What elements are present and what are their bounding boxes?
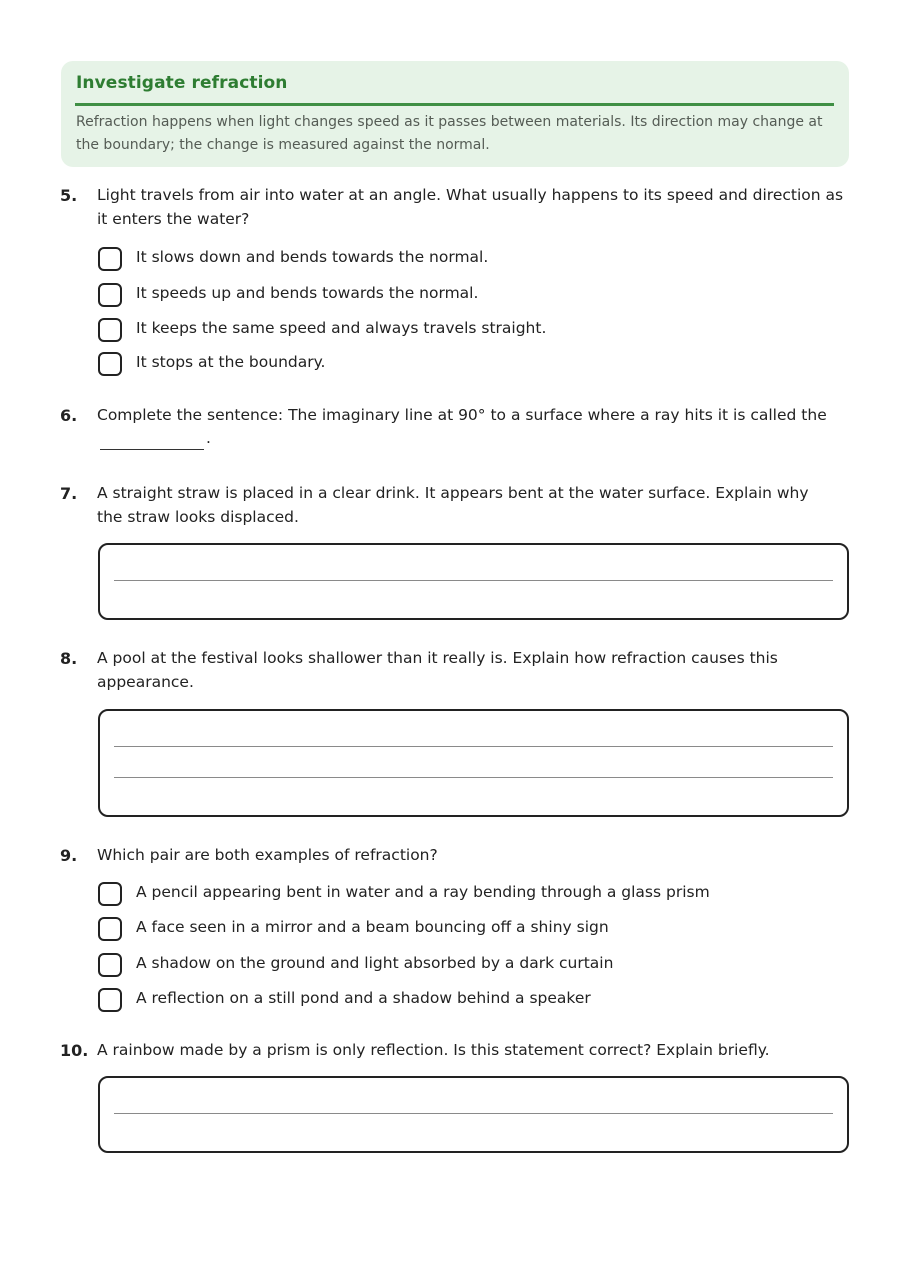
option-item[interactable] [98, 283, 798, 311]
option-item[interactable] [98, 352, 798, 380]
question-number: 6. [60, 406, 78, 425]
question-text: Complete the sentence: The imaginary line at 90° to a surface where a ray hits it is called the [97, 406, 827, 424]
answer-line [114, 1113, 833, 1114]
checkbox[interactable] [98, 247, 122, 271]
option-item[interactable] [98, 882, 798, 910]
info-box [61, 61, 849, 167]
question-number: 5. [60, 186, 78, 205]
info-divider [75, 103, 834, 106]
checkbox[interactable] [98, 318, 122, 342]
option-item[interactable] [98, 247, 798, 275]
option-label: It slows down and bends towards the normal. [136, 248, 489, 266]
option-item[interactable] [98, 953, 798, 981]
checkbox[interactable] [98, 917, 122, 941]
option-label: A shadow on the ground and light absorbed by a dark curtain [136, 954, 614, 972]
info-title: Investigate refraction [76, 73, 288, 93]
checkbox[interactable] [98, 283, 122, 307]
checkbox[interactable] [98, 953, 122, 977]
option-label: A pencil appearing bent in water and a ray bending through a glass prism [136, 883, 710, 901]
fill-in-blank[interactable] [100, 448, 204, 450]
question-text: Which pair are both examples of refraction? [97, 846, 438, 864]
checkbox[interactable] [98, 352, 122, 376]
question-number: 9. [60, 846, 78, 865]
checkbox[interactable] [98, 882, 122, 906]
question-number: 8. [60, 649, 78, 668]
question-text: A straight straw is placed in a clear drink. It appears bent at the water surface. Explain why the straw looks displaced. [97, 484, 809, 526]
question-number: 7. [60, 484, 78, 503]
option-item[interactable] [98, 988, 798, 1016]
option-item[interactable] [98, 917, 798, 945]
answer-box[interactable] [98, 543, 849, 620]
option-label: It speeds up and bends towards the normal. [136, 284, 479, 302]
answer-box[interactable] [98, 709, 849, 817]
answer-line [114, 580, 833, 581]
answer-box[interactable] [98, 1076, 849, 1153]
option-label: A reflection on a still pond and a shadow behind a speaker [136, 989, 591, 1007]
option-label: A face seen in a mirror and a beam bouncing off a shiny sign [136, 918, 609, 936]
answer-line [114, 777, 833, 778]
question-text: A rainbow made by a prism is only reflection. Is this statement correct? Explain briefly. [97, 1041, 770, 1059]
option-label: It stops at the boundary. [136, 353, 326, 371]
sentence-period: . [206, 429, 211, 447]
answer-line [114, 746, 833, 747]
option-item[interactable] [98, 318, 798, 346]
question-number: 10. [60, 1041, 89, 1060]
question-text: Light travels from air into water at an angle. What usually happens to its speed and direction as it enters the water? [97, 186, 844, 228]
question-text: A pool at the festival looks shallower than it really is. Explain how refraction causes this appearance. [97, 649, 778, 691]
checkbox[interactable] [98, 988, 122, 1012]
info-body: Refraction happens when light changes speed as it passes between materials. Its direction may change at the boundary; the change is measured against the normal. [76, 114, 823, 153]
option-label: It keeps the same speed and always travels straight. [136, 319, 547, 337]
